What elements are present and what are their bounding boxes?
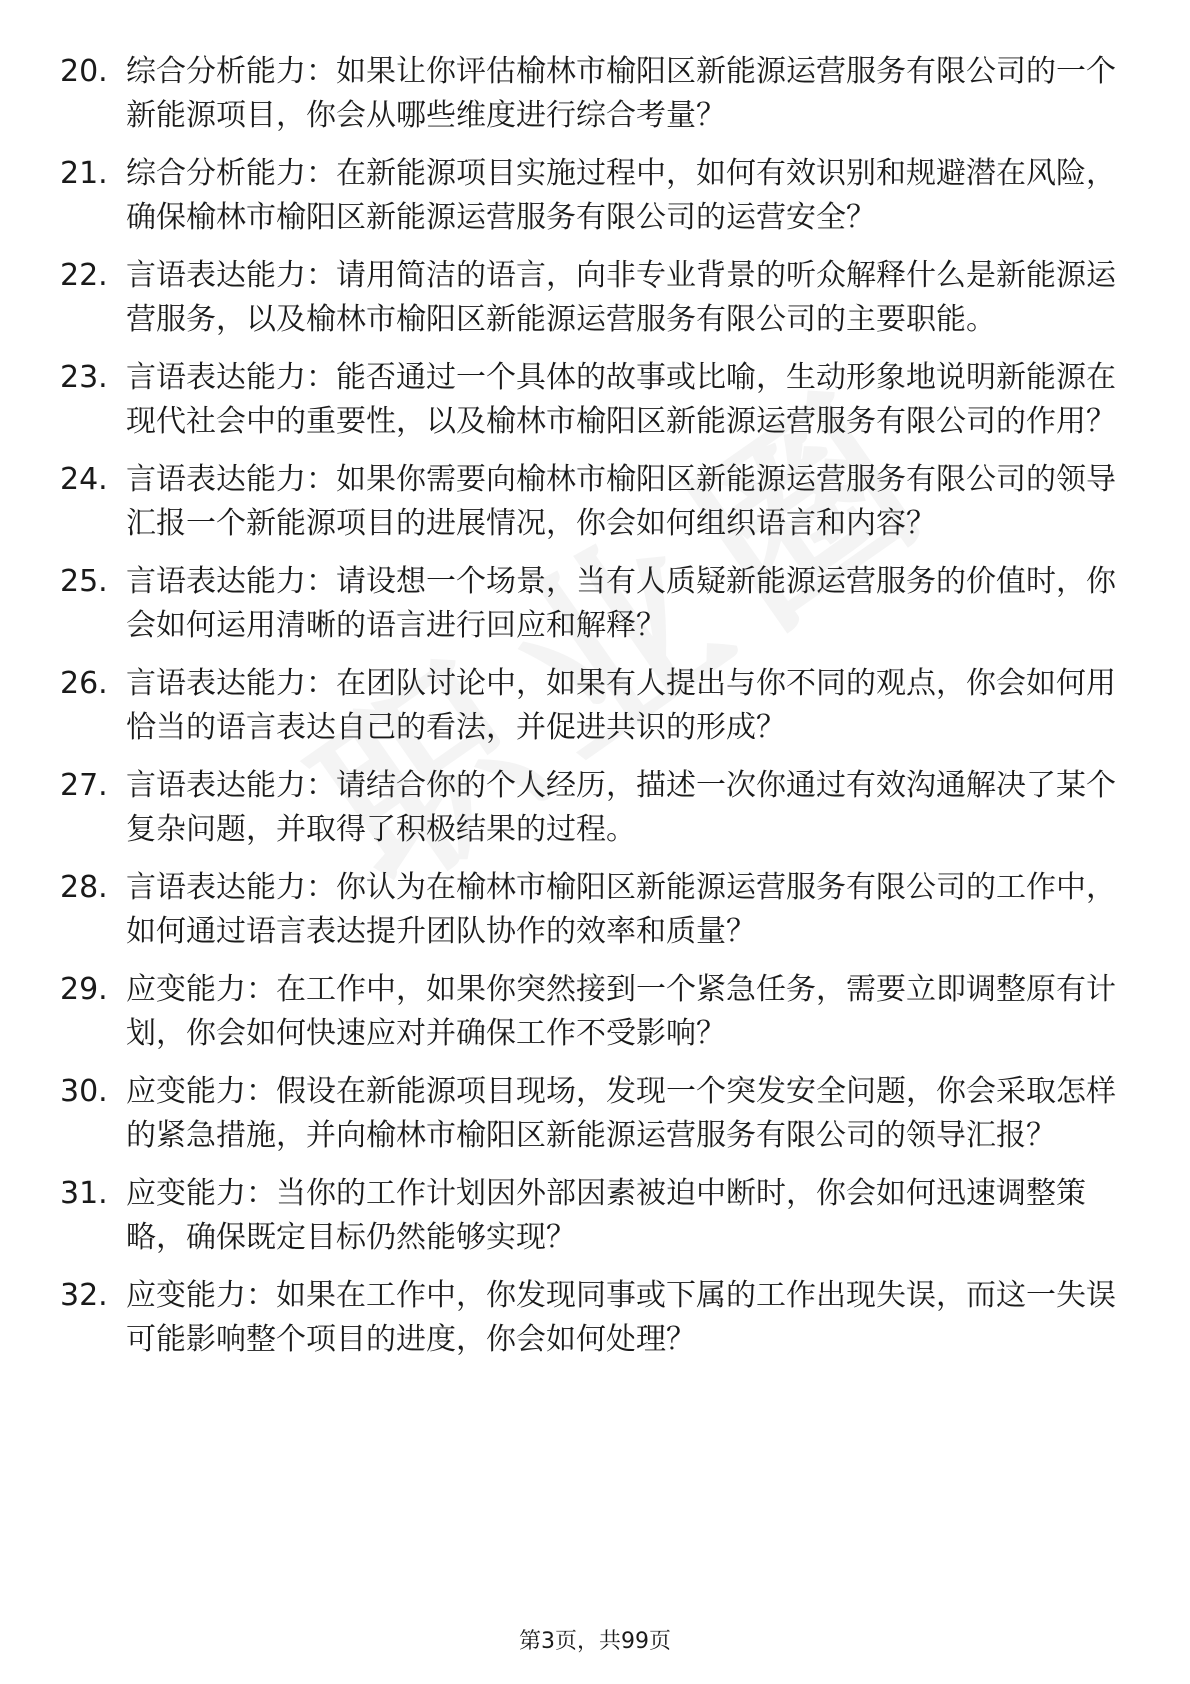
question-number: 29. (60, 972, 108, 1007)
question-item (60, 50, 1120, 138)
question-item (60, 866, 1120, 954)
question-number: 21. (60, 156, 108, 191)
question-number: 28. (60, 870, 108, 905)
question-item (60, 356, 1120, 444)
question-text: 言语表达能力：请用简洁的语言，向非专业背景的听众解释什么是新能源运营服务，以及榆林市榆阳区新能源运营服务有限公司的主要职能。 (126, 258, 1116, 337)
question-item (60, 458, 1120, 546)
question-text: 言语表达能力：如果你需要向榆林市榆阳区新能源运营服务有限公司的领导汇报一个新能源项目的进展情况，你会如何组织语言和内容？ (126, 462, 1116, 541)
question-number: 30. (60, 1074, 108, 1109)
question-number: 27. (60, 768, 108, 803)
question-text: 应变能力：假设在新能源项目现场，发现一个突发安全问题，你会采取怎样的紧急措施，并向榆林市榆阳区新能源运营服务有限公司的领导汇报？ (126, 1074, 1116, 1153)
question-item (60, 1172, 1120, 1260)
question-item (60, 254, 1120, 342)
question-item (60, 662, 1120, 750)
question-text: 综合分析能力：如果让你评估榆林市榆阳区新能源运营服务有限公司的一个新能源项目，你会从哪些维度进行综合考量？ (126, 54, 1116, 133)
question-item (60, 560, 1120, 648)
question-text: 应变能力：在工作中，如果你突然接到一个紧急任务，需要立即调整原有计划，你会如何快速应对并确保工作不受影响？ (126, 972, 1116, 1051)
question-text: 应变能力：如果在工作中，你发现同事或下属的工作出现失误，而这一失误可能影响整个项目的进度，你会如何处理？ (126, 1278, 1116, 1357)
question-text: 言语表达能力：请设想一个场景，当有人质疑新能源运营服务的价值时，你会如何运用清晰的语言进行回应和解释？ (126, 564, 1116, 643)
question-text: 言语表达能力：能否通过一个具体的故事或比喻，生动形象地说明新能源在现代社会中的重要性，以及榆林市榆阳区新能源运营服务有限公司的作用？ (126, 360, 1116, 439)
question-number: 25. (60, 564, 108, 599)
page-number: 第3页，共99页 (519, 1629, 671, 1654)
question-text: 应变能力：当你的工作计划因外部因素被迫中断时，你会如何迅速调整策略，确保既定目标仍然能够实现？ (126, 1176, 1086, 1255)
question-number: 22. (60, 258, 108, 293)
question-number: 31. (60, 1176, 108, 1211)
question-list (60, 50, 1120, 1376)
question-number: 24. (60, 462, 108, 497)
question-number: 32. (60, 1278, 108, 1313)
question-item (60, 764, 1120, 852)
question-number: 23. (60, 360, 108, 395)
question-text: 言语表达能力：你认为在榆林市榆阳区新能源运营服务有限公司的工作中，如何通过语言表达提升团队协作的效率和质量？ (126, 870, 1116, 949)
question-item (60, 968, 1120, 1056)
question-item (60, 1070, 1120, 1158)
question-item (60, 1274, 1120, 1362)
question-item (60, 152, 1120, 240)
question-text: 言语表达能力：在团队讨论中，如果有人提出与你不同的观点，你会如何用恰当的语言表达自己的看法，并促进共识的形成？ (126, 666, 1116, 745)
question-text: 综合分析能力：在新能源项目实施过程中，如何有效识别和规避潜在风险，确保榆林市榆阳区新能源运营服务有限公司的运营安全？ (126, 156, 1116, 235)
question-text: 言语表达能力：请结合你的个人经历，描述一次你通过有效沟通解决了某个复杂问题，并取得了积极结果的过程。 (126, 768, 1116, 847)
question-number: 20. (60, 54, 108, 89)
question-number: 26. (60, 666, 108, 701)
